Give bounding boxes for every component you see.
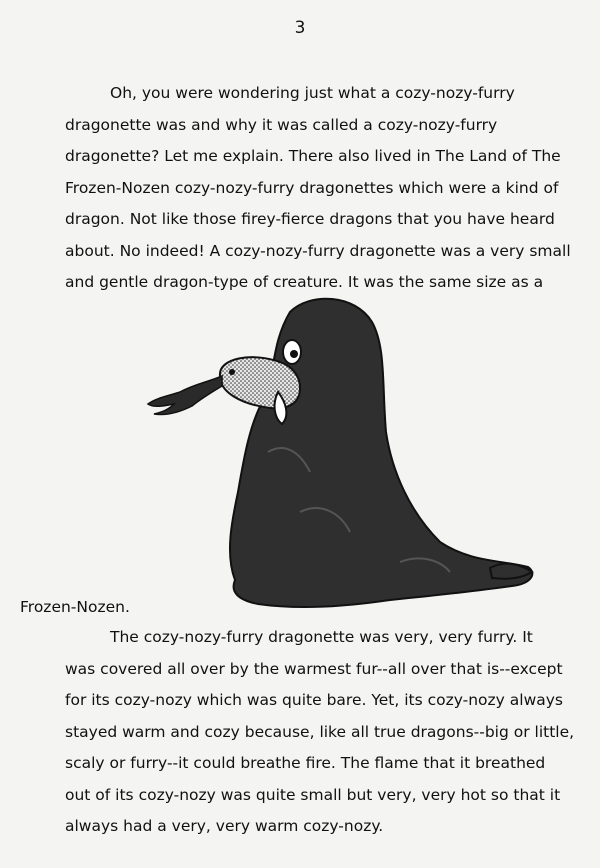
text-line: Frozen-Nozen. xyxy=(20,598,130,616)
dragonette-snout xyxy=(220,357,300,408)
page-number: 3 xyxy=(294,18,306,38)
text-line: Oh, you were wondering just what a cozy-nozy-furry xyxy=(110,84,515,102)
text-line: stayed warm and cozy because, like all true dragons--big or little, xyxy=(65,722,575,741)
dragonette-illustration xyxy=(140,292,540,620)
text-line: about. No indeed! A cozy-nozy-furry dragonette was a very small xyxy=(65,241,571,260)
text-line: dragonette? Let me explain. There also lived in The Land of The xyxy=(65,147,561,165)
text-line: The cozy-nozy-furry dragonette was very, very furry. It xyxy=(110,628,533,646)
text-line: for its cozy-nozy which was quite bare. Yet, its cozy-nozy always xyxy=(65,691,563,709)
text-line: Frozen-Nozen cozy-nozy-furry dragonettes which were a kind of xyxy=(65,178,559,197)
text-line: out of its cozy-nozy was quite small but very, very hot so that it xyxy=(65,785,561,804)
text-line: and gentle dragon-type of creature. It was the same size as a xyxy=(65,273,544,291)
dragonette-body xyxy=(230,299,532,607)
text-line: dragon. Not like those firey-fierce dragons that you have heard xyxy=(65,210,555,228)
text-line: dragonette was and why it was called a cozy-nozy-furry xyxy=(65,115,498,134)
flame xyxy=(148,376,222,415)
paragraph-1 xyxy=(20,78,580,299)
text-line: scaly or furry--it could breathe fire. The flame that it breathed xyxy=(65,754,546,772)
text-line: always had a very, very warm cozy-nozy. xyxy=(65,817,384,835)
text-line: was covered all over by the warmest fur--all over that is--except xyxy=(65,659,563,678)
paragraph-2 xyxy=(20,622,580,843)
